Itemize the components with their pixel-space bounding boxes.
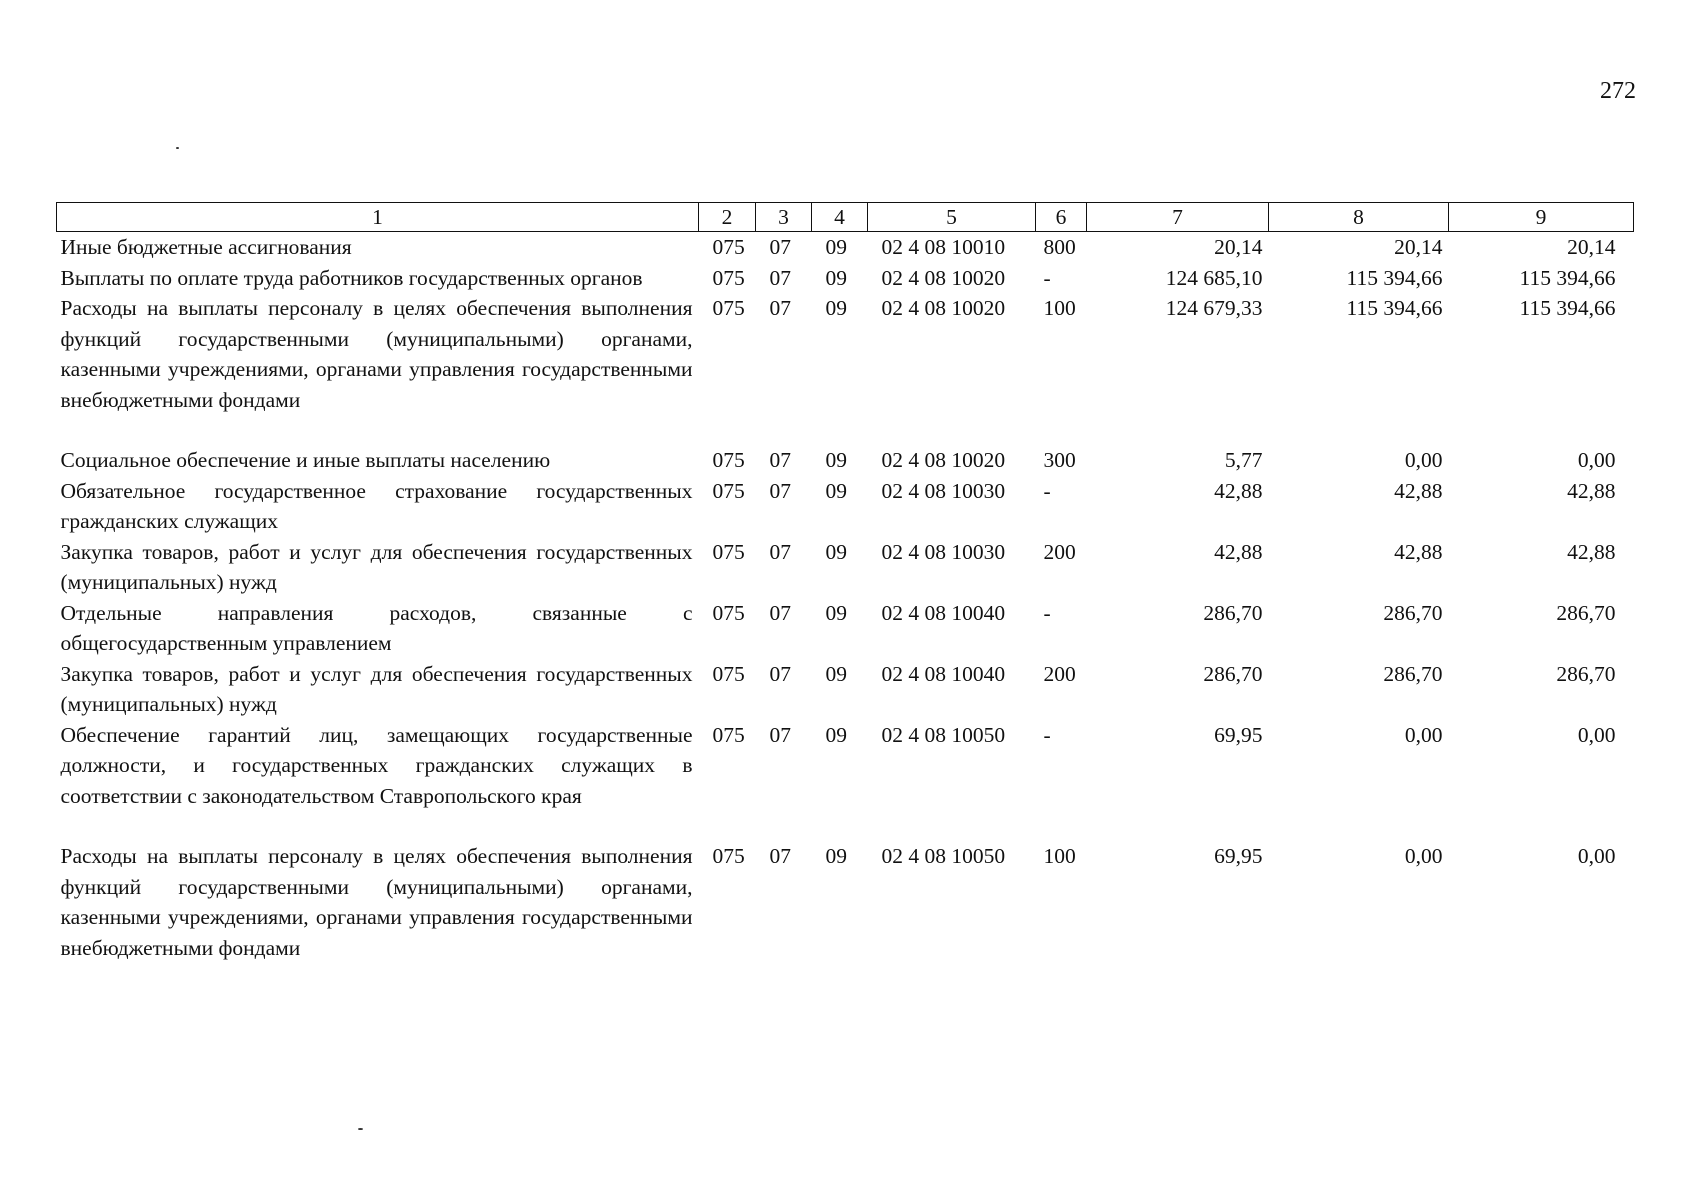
row-amount-9: 115 394,66 (1519, 296, 1616, 320)
table-row (57, 841, 1634, 963)
row-amount-9: 20,14 (1567, 235, 1616, 259)
row-expense-type: - (1043, 600, 1051, 625)
row-target-article: 02 4 08 10040 (881, 661, 1006, 686)
row-amount-7: 124 685,10 (1165, 265, 1263, 290)
header-cell-7: 7 (1087, 203, 1269, 232)
table-row (57, 293, 1634, 445)
row-admin-code: 075 (712, 265, 745, 290)
row-amount-8: 0,00 (1404, 844, 1443, 868)
row-target-article: 02 4 08 10030 (881, 478, 1006, 503)
row-target-article: 02 4 08 10030 (881, 539, 1006, 564)
table-row (57, 232, 1634, 263)
header-cell-9: 9 (1449, 203, 1634, 232)
row-target-article: 02 4 08 10050 (881, 722, 1006, 747)
row-amount-8: 286,70 (1383, 661, 1443, 686)
header-cell-2: 2 (699, 203, 756, 232)
table-row (57, 445, 1634, 476)
row-expense-type: - (1043, 265, 1051, 290)
row-target-article: 02 4 08 10020 (881, 448, 1006, 472)
row-section-code: 07 (769, 478, 791, 503)
table-row (57, 720, 1634, 842)
row-amount-7: 5,77 (1224, 448, 1263, 472)
header-cell-5: 5 (868, 203, 1036, 232)
row-section-code: 07 (769, 448, 791, 472)
row-target-article: 02 4 08 10010 (881, 235, 1006, 259)
header-cell-3: 3 (756, 203, 812, 232)
row-subsection-code: 09 (825, 722, 847, 747)
row-name: Социальное обеспечение и иные выплаты населению (60, 448, 551, 472)
row-subsection-code: 09 (825, 265, 847, 290)
row-subsection-code: 09 (825, 478, 847, 503)
scan-speck (176, 147, 179, 149)
row-admin-code: 075 (712, 661, 745, 686)
row-amount-7: 286,70 (1203, 600, 1263, 625)
row-section-code: 07 (769, 539, 791, 564)
table-row (57, 598, 1634, 659)
row-admin-code: 075 (712, 448, 745, 472)
row-section-code: 07 (769, 296, 791, 320)
row-subsection-code: 09 (825, 600, 847, 625)
row-name: Иные бюджетные ассигнования (60, 235, 352, 259)
row-expense-type: 100 (1043, 844, 1076, 868)
table-row (57, 537, 1634, 598)
row-expense-type: 800 (1043, 235, 1076, 259)
row-target-article: 02 4 08 10040 (881, 600, 1006, 625)
row-admin-code: 075 (712, 539, 745, 564)
row-admin-code: 075 (712, 478, 745, 503)
row-amount-8: 0,00 (1404, 722, 1443, 747)
header-cell-8: 8 (1269, 203, 1449, 232)
row-admin-code: 075 (712, 722, 745, 747)
row-expense-type: 200 (1043, 539, 1076, 564)
row-expense-type: 200 (1043, 661, 1076, 686)
row-amount-7: 69,95 (1214, 844, 1263, 868)
header-row (57, 203, 1634, 232)
row-name: Отдельные направления расходов, связанные с общегосударственным управлением (60, 600, 693, 655)
row-amount-9: 0,00 (1577, 844, 1616, 868)
row-section-code: 07 (769, 235, 791, 259)
row-section-code: 07 (769, 600, 791, 625)
row-amount-9: 42,88 (1567, 478, 1616, 503)
row-name: Обязательное государственное страхование государственных гражданских служащих (60, 478, 693, 533)
header-cell-6: 6 (1036, 203, 1087, 232)
row-amount-9: 286,70 (1556, 600, 1616, 625)
header-cell-4: 4 (812, 203, 868, 232)
row-target-article: 02 4 08 10020 (881, 296, 1006, 320)
row-target-article: 02 4 08 10020 (881, 265, 1006, 290)
row-name: Закупка товаров, работ и услуг для обеспечения государственных (муниципальных) нужд (60, 661, 693, 716)
table-row (57, 263, 1634, 294)
table-row (57, 476, 1634, 537)
row-expense-type: - (1043, 722, 1051, 747)
row-admin-code: 075 (712, 600, 745, 625)
row-section-code: 07 (769, 722, 791, 747)
row-admin-code: 075 (712, 235, 745, 259)
row-amount-9: 42,88 (1567, 539, 1616, 564)
row-subsection-code: 09 (825, 235, 847, 259)
row-amount-8: 115 394,66 (1346, 296, 1443, 320)
row-amount-8: 42,88 (1394, 539, 1443, 564)
header-cell-1: 1 (57, 203, 699, 232)
row-amount-8: 115 394,66 (1346, 265, 1443, 290)
row-expense-type: 100 (1043, 296, 1076, 320)
row-amount-9: 0,00 (1577, 722, 1616, 747)
row-name: Расходы на выплаты персоналу в целях обеспечения выполнения функций государственными (муниципальными) органами, казенными учреждениями, органами управления государственными внебюджетными фондами (60, 296, 693, 412)
row-subsection-code: 09 (825, 296, 847, 320)
row-name: Обеспечение гарантий лиц, замещающих государственные должности, и государственных гражданских служащих в соответствии с законодательством Ставропольского края (60, 722, 693, 808)
row-amount-8: 20,14 (1394, 235, 1443, 259)
table-row (57, 659, 1634, 720)
row-amount-7: 286,70 (1203, 661, 1263, 686)
row-admin-code: 075 (712, 296, 745, 320)
scan-speck (358, 1128, 363, 1130)
row-expense-type: 300 (1043, 448, 1076, 472)
row-name: Расходы на выплаты персоналу в целях обеспечения выполнения функций государственными (муниципальными) органами, казенными учреждениями, органами управления государственными внебюджетными фондами (60, 844, 693, 960)
row-amount-8: 42,88 (1394, 478, 1443, 503)
row-amount-9: 115 394,66 (1519, 265, 1616, 290)
row-subsection-code: 09 (825, 448, 847, 472)
budget-table (56, 202, 1634, 963)
row-admin-code: 075 (712, 844, 745, 868)
row-expense-type: - (1043, 478, 1051, 503)
row-amount-9: 0,00 (1577, 448, 1616, 472)
row-name: Закупка товаров, работ и услуг для обеспечения государственных (муниципальных) нужд (60, 539, 693, 594)
row-subsection-code: 09 (825, 539, 847, 564)
row-amount-8: 286,70 (1383, 600, 1443, 625)
row-amount-8: 0,00 (1404, 448, 1443, 472)
row-amount-7: 124 679,33 (1165, 296, 1263, 320)
row-amount-7: 69,95 (1214, 722, 1263, 747)
row-section-code: 07 (769, 844, 791, 868)
row-amount-7: 42,88 (1214, 539, 1263, 564)
page-number: 272 (1600, 78, 1636, 104)
row-section-code: 07 (769, 265, 791, 290)
row-subsection-code: 09 (825, 661, 847, 686)
row-section-code: 07 (769, 661, 791, 686)
row-subsection-code: 09 (825, 844, 847, 868)
row-name: Выплаты по оплате труда работников государственных органов (60, 265, 643, 290)
row-amount-7: 20,14 (1214, 235, 1263, 259)
row-target-article: 02 4 08 10050 (881, 844, 1006, 868)
row-amount-9: 286,70 (1556, 661, 1616, 686)
row-amount-7: 42,88 (1214, 478, 1263, 503)
